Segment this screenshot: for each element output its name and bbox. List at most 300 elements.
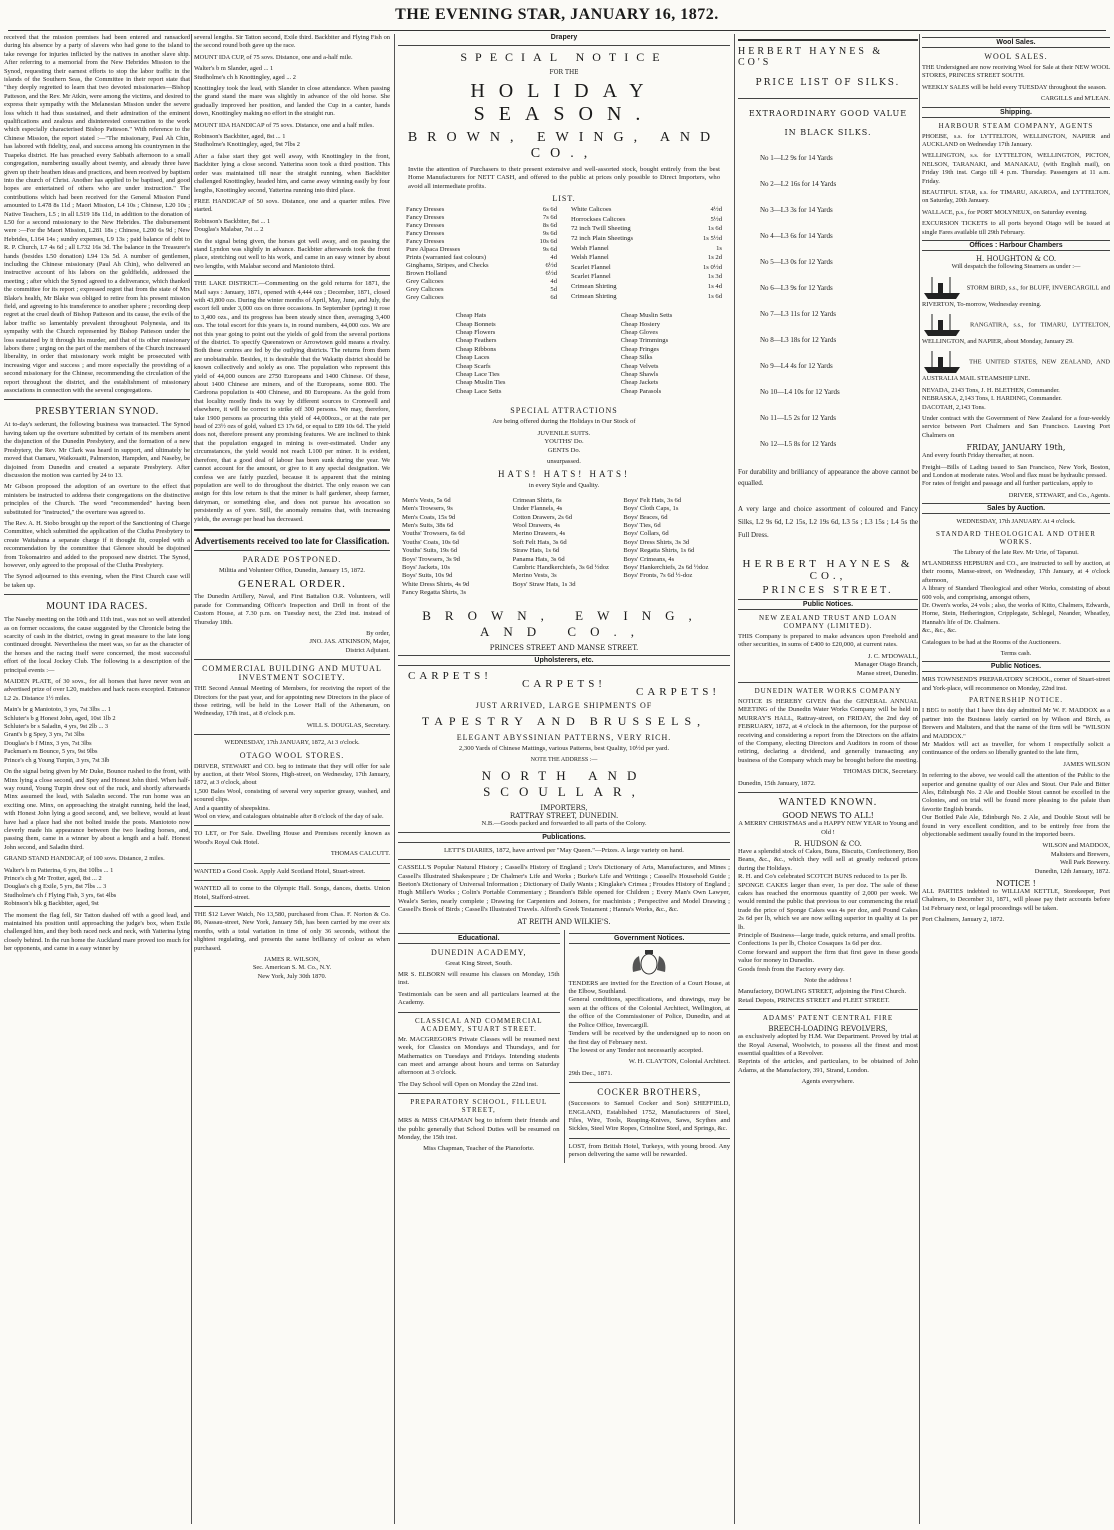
partnership: PARTNERSHIP NOTICE. [969, 696, 1063, 705]
wilson-maddox: WILSON and MADDOX, Maltsters and Brewers, Well Park Brewery. Dunedin, 12th January, 1872. [1034, 842, 1110, 875]
price-row [569, 283, 724, 293]
price-list-silks: PRICE LIST OF SILKS. [755, 78, 901, 88]
order-sign: By order, JNO. JAS. ATKINSON, Major, District Adjutant. [309, 629, 390, 654]
silk-item: No 11—L5 2s for 12 Yards [760, 414, 836, 422]
cup-text: Knottingley took the lead, with Slander in close attendance. When passing the grand stand the mare was slightly in advance of the old horse. She gradually improved her position, and landed the Cup in a canter, hands down, Knottingley making no effort in the straight run. [194, 85, 390, 118]
divider [194, 659, 390, 660]
item-price: 1s [716, 244, 722, 252]
cheap-item: Cheap Silks [620, 354, 653, 362]
clothing-item: Boys' Trowsers, 3s 9d [402, 555, 460, 563]
cheap-list [398, 312, 730, 396]
extraordinary: EXTRAORDINARY GOOD VALUE [748, 109, 908, 118]
free-heading: FREE HANDICAP of 50 sovs. Distance, one and a quarter miles. Five started. [194, 197, 390, 214]
cheap-item: Cheap Parasols [620, 387, 662, 395]
clothing-item: Youths' Suits, 19s 6d [402, 547, 458, 555]
juvenile: JUVENILE SUITS. YOUTHS' Do. GENTS Do. [537, 429, 591, 454]
cheap-item: Cheap Hats [455, 312, 487, 320]
item-name: Grey Calicoes [406, 278, 444, 286]
price-row [569, 216, 724, 226]
clothing-item: Boys' Collars, 6d [623, 530, 669, 538]
despatch: Will despatch the following Steamers as under :— [951, 263, 1081, 271]
divider [194, 863, 390, 864]
clothing-item: Wool Drawers, 4s [512, 521, 560, 529]
divider [398, 1012, 560, 1013]
cheap-item: Cheap Feathers [455, 337, 497, 345]
driver: DRIVER, STEWART, and Co., Agents. [1008, 491, 1110, 499]
divider [194, 880, 390, 881]
cheap-item: Cheap Scarfs [455, 362, 491, 370]
agents: Agents everywhere. [801, 1078, 855, 1086]
chinese-matting: 2,300 Yards of Chinese Mattings, various Patterns, best Quality, 10½d per yard. [458, 744, 670, 752]
wool-text: THE Undersigned are now receiving Wool for Sale at their NEW WOOL STORES, PRINCES STREET SOUTH. [922, 64, 1110, 80]
beautiful-star: BEAUTIFUL STAR, s.s. for TIMARU, AKAROA, and LYTTELTON, on Saturday, 20th January. [922, 189, 1110, 205]
merry-christmas: A MERRY CHRISTMAS and a HAPPY NEW YEAR to Young and Old ! [738, 820, 918, 836]
hudson: R. HUDSON & CO. [794, 839, 862, 848]
cheap-item: Cheap Ribbons [455, 345, 497, 353]
item-price: 1s 2d [707, 254, 722, 262]
shipping-heading: Shipping. [922, 107, 1110, 118]
synod-title: PRESBYTERIAN SYNOD. [35, 406, 159, 418]
silk-item: No 1—L2 9s for 14 Yards [760, 154, 833, 162]
price-row [404, 222, 559, 230]
price-row [569, 206, 724, 216]
divider [738, 98, 918, 99]
watch-sign: JAMES R. WILSON, Sec. American S. M. Co., N.Y. New York, July 30th 1870. [252, 955, 332, 980]
handicap-text: After a false start they got well away, with Knottingley in the front, Backbiter lying a close second. Yatterina soon took a third position. This order was maintained till near the straight running, when Backbiter challenged Knottingley, headed him, and came away winning easily by four lengths, Knottingley second, Yatterina running into third place. [194, 152, 390, 194]
rangatira-ad [922, 312, 1110, 346]
item-name: Ginghams, Stripes, and Checks [406, 262, 489, 270]
steamship-icon [922, 349, 962, 375]
divider [4, 594, 190, 595]
price-row [404, 294, 559, 302]
clayton: W. H. CLAYTON, Colonial Architect. [628, 1058, 730, 1066]
silk-item: No 10—L4 10s for 12 Yards [760, 388, 840, 396]
item-name: White Calicoes [571, 206, 612, 214]
testimonials: Testimonials can be seen and all particulars learned at the Academy. [398, 990, 560, 1007]
public-notices-heading: Public Notices. [738, 599, 918, 610]
special-attractions: SPECIAL ATTRACTIONS [510, 406, 618, 416]
wellington: WELLINGTON, s.s. for LYTTELTON, WELLINGTON, PICTON, NELSON, TARANAKI, and MANAKAU, (with English mail), on Friday 19th inst. Cargo till 4 p.m. Thursday. Passengers at 11 a.m. Friday. [922, 152, 1110, 185]
silk-item: No 6—L3 9s for 12 Yards [760, 284, 833, 292]
offered: Are being offered during the Holidays in Our Stock of [492, 418, 636, 426]
item-price: 6½d [545, 270, 557, 278]
silk-item: No 12—L5 8s for 12 Yards [760, 440, 837, 448]
friday: FRIDAY, JANUARY 19th, [966, 443, 1066, 453]
wool-title: OTAGO WOOL STORES. [239, 750, 345, 760]
item-name: Scarlet Flannel [571, 273, 611, 281]
every-fourth: And every fourth Friday thereafter, at noon. [922, 452, 1034, 460]
kettle: ALL PARTIES indebted to WILLIAM KETTLE, Storekeeper, Port Chalmers, to December 31, 1871, will please pay their accounts before 1st February next, or legal proceedings will be taken. [922, 888, 1110, 912]
clothing-item: Boys' Regatta Shirts, 1s 6d [623, 547, 695, 555]
every-style: in every Style and Quality. [528, 482, 600, 490]
divider [4, 399, 190, 400]
divider [738, 792, 918, 793]
water-text: NOTICE IS HEREBY GIVEN that the GENERAL ANNUAL MEETING of the Dunedin Water Works Company will be held in MURRAY'S HALL, Rattray-street, on FRIDAY, the 2nd day of FEBRUARY, 1872, at 4 o'clock in the afternoon, for the purpose of receiving and considering a report from the Directors on the affairs of the Company, electing Directors and Auditors in room of those retiring, declaring a dividend, and generally transacting any business of the Company which may be brought before the meeting. [738, 698, 918, 764]
terms: Terms cash. [1000, 650, 1032, 658]
synod-text-4: The Synod adjourned to this evening, when the First Church case will be taken up. [4, 573, 190, 589]
divider [738, 682, 918, 683]
hudson-text: Have a splendid stock of Cakes, Buns, Biscuits, Confectionery, Bon Beans, &c., &c., which they will sell at greatly reduced prices during the Holidays. R. H. and Co's celebrated SCOTCH BUNS reduced to 1s per lb. SPONGE CAKES larger than ever, 1s per doz. The sale of these cakes has reached the enormous quantity of 2,000 per week. We would remind the public that previous to our commencing the retail trade the price of Sponge Cakes was 4s per doz, and Pound Cakes 2s 6d per lb, which we are now selling superior in quality at 1s per lb. Principle of Business—large trade, quick returns, and small profits. Confections 1s per lb, Choice Cosaques 1s 6d per doz. Come forward and support the firm that first gave in these goods value for money in Dunedin. Goods fresh from the Factory every day. [738, 847, 918, 973]
cheap-item: Cheap Fringes [620, 345, 659, 353]
column-2 [194, 34, 390, 984]
column-1 [4, 34, 190, 957]
item-name: Grey Calicoes [406, 294, 444, 302]
hudson-address: Manufactory, DOWLING STREET, adjoining the First Church. Retail Depots, PRINCES STREET and FLEET STREET. [738, 988, 907, 1004]
list-heading: LIST. [552, 194, 576, 204]
clothing-item: Boys' Crimeans, 4s [623, 555, 675, 563]
item-price: 1s 6d [707, 225, 722, 233]
item-price: 9s 6d [542, 230, 557, 238]
clothing-item: Fancy Regatta Shirts, 3s [402, 589, 467, 597]
clothing-item: Boys' Suits, 10s 9d [402, 572, 453, 580]
races-text: The Naseby meeting on the 10th and 11th inst., was not so well attended as on former occasions, the cause suggested by the Chronicle being the scarcity of cash in the district, owing in great measure to the late long continued drought. Nevertheless the meet was, so far as the character of the horses and the racing itself were concerned, the most successful effort of the local Jockey Club. The following is a description of the principal events :— [4, 616, 190, 674]
prep-title: PREPARATORY SCHOOL, FILLEUL STREET, [410, 1098, 548, 1115]
item-name: Grey Calicoes [406, 286, 444, 294]
free-results: Robinson's Backbiter, 8st ... 1 Douglas's Malabar, 7st ... 2 [194, 217, 271, 234]
general-order: GENERAL ORDER. [238, 578, 346, 591]
library: The Library of the late Rev. Mr Urie, of Tapanui. [953, 548, 1079, 556]
clothing-item: Merino Drawers, 4s [512, 530, 566, 538]
divider [398, 45, 730, 46]
price-row [569, 225, 724, 235]
let-text: TO LET, or For Sale. Dwelling House and Premises recently known as Wood's Royal Oak Hotel. [194, 830, 390, 846]
item-name: Fancy Dresses [406, 222, 445, 230]
clothing-item: Cambric Handkerchiefs, 3s 6d ½doz [512, 563, 609, 571]
water-date: Dunedin, 15th January, 1872. [738, 779, 816, 787]
wanted-known: WANTED KNOWN. [778, 797, 878, 809]
item-price: 4½d [710, 206, 722, 214]
cheap-item: Cheap Hosiery [620, 320, 661, 328]
price-row [404, 270, 559, 278]
classical-title: CLASSICAL AND COMMERCIAL ACADEMY, STUART STREET. [414, 1016, 543, 1033]
hats: HATS! HATS! HATS! [497, 469, 630, 480]
divider [738, 1009, 918, 1010]
durability: For durability and brilliancy of appearance the above cannot be equalled. [738, 468, 918, 487]
educational-column [398, 930, 565, 1163]
cheap-item: Cheap Muslin Ties [455, 379, 506, 387]
price-row [404, 286, 559, 294]
standard: STANDARD THEOLOGICAL AND OTHER WORKS. [936, 529, 1096, 546]
item-name: Pure Alpaca Dresses [406, 246, 461, 254]
clothing-item: Merino Vests, 3s [512, 572, 557, 580]
mens-list-b [513, 497, 616, 598]
clothing-item: Youths' Coats, 10s 6d [402, 538, 459, 546]
parade-title: PARADE POSTPONED. [242, 554, 342, 564]
cup-heading: MOUNT IDA CUP, of 75 sovs. Distance, one and a-half mile. [194, 53, 353, 61]
cheap-item: Cheap Lace Setts [455, 387, 502, 395]
excursion: EXCURSION TICKETS to all ports beyond Otago will be issued at single Fares available till 29th February. [922, 220, 1110, 236]
clothing-item: Men's Coats, 15s 9d [402, 513, 456, 521]
item-price: 1s 6d [707, 292, 722, 300]
day-school: The Day School will Open on Monday the 22nd inst. [398, 1080, 538, 1088]
elegant: ELEGANT ABYSSINIAN PATTERNS, VERY RICH. [456, 732, 672, 742]
clayton-date: 29th Dec., 1871. [568, 1069, 613, 1077]
cocker-text: (Successors to Samuel Cocker and Son) SHEFFIELD, ENGLAND, Established 1752, Manufacturers of Steel, Files, Wire, Tools, Reaping-Knives, Saws, Scythes and Sickles, Steel Wire Ropes, Crinoline Steel, and Springs, &c. [568, 1100, 730, 1133]
handicap-results: Robinson's Backbiter, aged, 8st ... 1 Studholme's Knottingley, aged, 9st 7lbs 2 [194, 133, 301, 149]
clothing-item: Straw Hats, 1s 6d [512, 547, 560, 555]
academy-title: DUNEDIN ACADEMY, [431, 947, 527, 957]
commercial-text: THE Second Annual Meeting of Members, for receiving the report of the Directors for the past year, and for appointing new Directors in the place of those retiring, will be held in the Lower Hall of the Athenæum, on Wednesday, 17th inst., at 8 o'clock p.m. [194, 685, 390, 718]
cheap-item: Cheap Shawls [620, 371, 659, 379]
government-heading: Government Notices. [569, 933, 731, 944]
auction-heading: Sales by Auction. [922, 503, 1110, 514]
price-list-right [569, 206, 724, 302]
cheap-item: Cheap Bonnets [455, 320, 496, 328]
divider [398, 1093, 560, 1094]
clothing-item: Men's Trowsers, 9s [402, 505, 453, 513]
classical-text: Mr. MACGREGOR'S Private Classes will be resumed next week, for Classics on Mondays and Thursdays, and for Mathematics on Tuesdays and Fridays. Intending students can meet and arrange about hours and terms on Saturday afternoon at 3 o'clock. [398, 1035, 560, 1077]
races-title: MOUNT IDA RACES. [46, 601, 148, 613]
item-name: 72 inch Twill Sheeting [571, 225, 631, 233]
clothing-item: Panama Hats, 3s 6d [512, 555, 565, 563]
clothing-item: White Dress Shirts, 4s 9d [402, 580, 470, 588]
item-name: Scarlet Flannel [571, 263, 611, 271]
cocker-title: COCKER BROTHERS, [597, 1087, 702, 1098]
watch-text: THE $12 Lever Watch, No 13,580, purchased from Chas. F. Norton & Co. 86, Nassau-street, New York, January 5th, has been carried by me over six months, with a total variation in time of only 36 seconds, without the slightest regulating, and presents the same brilliancy of colour as when purchased. [194, 910, 390, 952]
nztl-title: NEW ZEALAND TRUST AND LOAN COMPANY (LIMITED). [759, 614, 897, 630]
note-address: NOTE THE ADDRESS :— [530, 757, 598, 763]
chapman: MRS & MISS CHAPMAN beg to inform their friends and the public generally that School Duties will be resumed on Monday, the 15th inst. [398, 1117, 560, 1141]
mission-article: received that the mission premises had been entered and ransacked during his absence by a party of slavers who had gone to the island to take revenge for injuries inflicted by the natives in another slave ship. After referring to a memorial from the New Hebrides Mission to the Synod, requesting their earnest efforts to stop the labor traffic in the islands of the Southern Seas, the Committee in their report state that "they deeply regretted to learn that two devoted missionaries—Bishop Patteson, and the Rev. Mr Atkin, were among the victims, and desired to express their sympathy with the Melanesian Mission under the severe loss which it had thus sustained, and their admiration of the eminent qualifications and zealous and disinterested consecration to the work which especially characterised Bishop Patteson." With reference to the Chinese Mission, the report stated :—"The missionary, Paul Ah Chin, has labored with fidelity, zeal, and success among his countrymen in the Tuapeka district. He has preached every Sabbath afternoon to a small congregation, numbering usually about twenty, and already three have given up their heathen ideas and practices, and been received by baptism into the church of Christ. Another has applied to be baptised, and good hopes are entertained of others who are under instruction." The contributions which had been received for the General Mission Fund amounted to L478 8s 11d ; Maori Mission, L4 10s ; Chinese, L20 10s ; Native Teachers, L5 ; in all L519 18s 11d, in addition to the donation of L50 for a second missionary to the New Hebrides. The disbursement were :—For the Maori Mission, L281 18s ; Chinese, L200 6s 9d ; New Hebrides, L164 14s ; sundry expenses, L9 13s ; paid balance of debt to R. P. Church, L7 4s 6d ; all L732 16s 3d. The balance in the Treasurer's hands (besides L50 donation) L94 13s 5d. A number of gentlemen, including the Chinese missionary (Paul Ah Chin), who delivered an instructive account of his labors on the goldfields, addressed the meeting ; after which the Synod agreed to a deliverance, which thanked the committee for its report ; expressed regret that from the state of Mrs Blake's health, Mr Blake was obliged to retire from his present mission field, and agreeing to his transference to another sphere ; recording deep regret at the cruel death of Bishop Patteson and its cause, the evils of the labor traffic so lamentably prevalent throughout Polynesia, and its sympathy with the Church represented by Bishop Patteson under the loss sustained by it through his murder, and that of its other missionary labors there ; urging on the part of the members of the Church increased liberality, in order that missionary work might be prosecuted with increasing vigor and success ; and more especially the providing of a second missionary for the Chinese, recommending the circulation of the report throughout the district, and the establishment of missionary associations in connection with the several congregations. [4, 34, 190, 395]
tenders: TENDERS are invited for the Erection of a Court House, at the Elbow, Southland. General conditions, specifications, and drawings, may be seen at the offices of the Colonial Architect, Wellington, at the office of the Commissioner of Police, Dunedin, and at the Police Office, Invercargill. Tenders will be received by the undersigned up to noon on the first day of February next. The lowest or any Tender not necessarily accepted. [568, 979, 730, 1054]
cheap-item: Cheap Trimmings [620, 337, 669, 345]
educational-heading: Educational. [398, 933, 560, 944]
item-price: 5d [550, 286, 557, 294]
royal-arms-icon [627, 948, 671, 978]
clothing-item: Boys' Dress Shirts, 3s 3d [623, 538, 690, 546]
grand-stand: GRAND STAND HANDICAP, of 100 sovs. Distance, 2 miles. [4, 855, 165, 863]
price-row [404, 254, 559, 262]
black-silks: IN BLACK SILKS. [784, 128, 872, 137]
olympic-text: WANTED all to come to the Olympic Hall. Songs, dances, duetts. Union Hotel, Stafford-street. [194, 885, 390, 901]
cheap-item: Cheap Gloves [620, 329, 658, 337]
for-the: FOR THE [549, 69, 579, 76]
carpets-row [398, 670, 730, 698]
mens-list-a [402, 497, 505, 598]
mens-list-c [623, 497, 726, 598]
good-news: GOOD NEWS TO ALL! [782, 811, 874, 821]
hepburn: M'LANDRESS HEPBURN and CO., are instructed to sell by auction, at their rooms, Manse-street, on Wednesday, 17th January, at 4 o'clock afternoon, A library of Standard Theological and other Works, consisting of about 600 vols, and comprising, amongst others, Dr. Owen's works, 24 vols ; also, the works of Kitto, Chalmers, Edwards, Horne, Stein, Hetherington, Cripplegate, Schlegel, Neander, Wheatley, Hannah's life of Dr. Chalmers. &c., &c., &c. [922, 560, 1110, 635]
column-divider [394, 34, 395, 1524]
carpets-3: CARPETS! [636, 685, 720, 698]
item-price: 6d [550, 294, 557, 302]
public-notices-heading: Public Notices. [922, 661, 1110, 672]
maiden-plate: MAIDEN PLATE, of 30 sovs., for all horses that have never won an advertised prize of over L20, matches and hack races excepted. Entrance L2 2s. Distance 1½ miles. [4, 678, 190, 702]
divider [569, 1082, 731, 1083]
item-price: 1s 5½d [702, 235, 722, 242]
item-price: 5½d [710, 215, 722, 223]
column-divider [734, 34, 735, 1524]
lake-title: THE LAKE DISTRICT. [194, 280, 259, 288]
clothing-item: Boys' Hankerchiefs, 2s 6d ½doz [623, 563, 709, 571]
grand-text: The moment the flag fell, Sir Tatton dashed off with a good lead, and maintained his position until approaching the judge's box, when Exile challenged him, and they both raced neck and neck, with Yatterina lying closely behind. In the run home the Auckland mare proved too much for her opponents, and came in a easy winner by [4, 911, 190, 953]
item-price: 6½d [545, 262, 557, 270]
cheap-list-left [456, 312, 506, 396]
adams-sub: BREECH-LOADING REVOLVERS, [768, 1025, 888, 1034]
let-sign: THOMAS CALCUTT. [330, 850, 390, 858]
importers: IMPORTERS, [540, 804, 588, 813]
cheap-item: Cheap Muslin Setts [620, 312, 673, 320]
item-name: Welsh Flannel [571, 254, 609, 262]
tapestry: TAPESTRY AND BRUSSELS, [421, 713, 707, 728]
divider [738, 39, 918, 41]
divider [194, 825, 390, 826]
commercial-sign: WILL S. DOUGLAS, Secretary. [306, 721, 390, 729]
james-wilson: JAMES WILSON [1063, 760, 1110, 768]
maiden-results: Main's br g Maniototo, 3 yrs, 7st 3lbs ... 1 Schluter's b g Honest John, aged, 10st 1lb 2 Schluter's br s Saladin, 4 yrs, 9st 2lb ... 3 Grant's b g Spey, 3 yrs, 7st 3lbs Douglas's b f Minx, 3 yrs, 7st 3lbs Packman's m Bounce, 5 yrs, 9st 9lbs Prince's ch g Young Turpin, 3 yrs, 7st 3lb [4, 706, 116, 764]
synod-text-2: Mr Gibson proposed the adoption of an overture to the effect that ministers be instructed to address their congregations on the distinctive principles of the Church. The word "recommended" having been substituted for "instructed," the overture was agreed to. [4, 483, 190, 516]
item-price: 8s 6d [542, 222, 557, 230]
column-4 [738, 34, 918, 1090]
us-mail: THE UNITED STATES, NEW ZEALAND, AND AUSTRALIA MAIL STEAMSHIP LINE. [922, 358, 1110, 383]
storm-bird: STORM BIRD, s.s., for BLUFF, INVERCARGILL and RIVERTON, To-morrow, Wednesday evening. [922, 283, 1110, 308]
item-name: Welsh Flannel [571, 244, 609, 252]
water-sign: THOMAS DICK, Secretary. [842, 768, 918, 776]
synod-text-3: The Rev. A. H. Stobo brought up the report of the Sanctioning of Charge Committee, which submitted the application of the Clutha Presbytery to create Waitahuna a separate charge if it thought fit, coupled with a recommendation by the committee that Glenore should be disjoined from Tokomairiro and added to the proposed new district. The Synod, however, only agreed to the proposal of the Clutha Presbytery. [4, 519, 190, 569]
cup-results: Walter's b m Slander, aged ... 1 Studholme's ch h Knottingley, aged ... 2 [194, 65, 296, 81]
item-name: 72 inch Plain Sheetings [571, 235, 634, 242]
government-column [569, 930, 731, 1163]
storm-bird-ad [922, 275, 1110, 309]
synod-text: At to-day's sederunt, the following business was transacted. The Synod having taken up the overture submitted by certain of its members anent the disjunction of the Dunedin Presbytery, and the formation of a new Presbytery, the Rev. Mr Clark was heard in support, and ultimately he moved that Oamaru, Waikouaiti, Palmerston, Hampden, and Naseby, be disjoined from Dunedin and created a separate Presbytery. After discussion the motion was carried by 24 to 13. [4, 421, 190, 479]
cheap-list-right [621, 312, 673, 396]
wool-text: DRIVER, STEWART and CO. beg to intimate that they will offer for sale by auction, at their Wool Stores, High-street, on Wednesday, 17th January, 1872, at 3 o'clock, about 1,500 Bales Wool, consisting of several very superior greasy, washed, and scoured clips. And a quantity of sheepskins. Wool on view, and catalogues obtainable after 8 o'clock of the day of sale. [194, 762, 390, 821]
silk-item: No 3—L3 3s for 14 Yards [760, 206, 833, 214]
wallace: WALLACE, p.s., for PORT MOLYNEUX, on Saturday evening. [922, 208, 1088, 216]
princes-street: PRINCES STREET. [762, 586, 894, 596]
kettle-date: Port Chalmers, January 2, 1872. [922, 916, 1005, 924]
chapman-sign: Miss Chapman, Teacher of the Pianoforte. [423, 1145, 535, 1153]
weekly: WEEKLY SALES will be held every TUESDAY throughout the season. [922, 83, 1107, 91]
cheap-item: Cheap Velvets [620, 362, 659, 370]
clothing-item: Boys' Straw Hats, 1s 3d [512, 580, 576, 588]
lost-turkeys: LOST, from British Hotel, Turkeys, with young brood. Any person delivering the same will be rewarded. [568, 1142, 730, 1159]
item-name: Fancy Dresses [406, 214, 445, 222]
clothing-item: Soft Felt Hats, 3s 6d [512, 538, 567, 546]
price-row [569, 254, 724, 264]
column-divider [919, 34, 920, 1524]
silk-item: No 9—L4 4s for 12 Yards [760, 362, 833, 370]
reith-wilkie: AT REITH AND WILKIE'S. [517, 917, 611, 926]
silk-item: No 5—L3 0s for 12 Yards [760, 258, 833, 266]
silk-item: No 8—L3 18s for 12 Yards [760, 336, 837, 344]
cheap-item: Cheap Laces [455, 354, 490, 362]
cassell-list: CASSELL'S Popular Natural History ; Cassell's History of England ; Ure's Dictionary of Arts, Manufactures, and Mines ; Cassell's Illustrated Shakespeare ; Dr Chalmer's Life and Works ; Burke's Life and Writings ; Cassell's Household Guide ; Beeton's Dictionary of Universal Information ; Dictionary of Daily Wants ; Kinglake's Crimea ; Froudes History of England ; Hugh Miller's Works ; Colin's Portable Commentary ; Brandon's Bible opened for Children ; Every Man's Own Lawyer, Weale's Series, nearly complete ; Drawing for Carpenters and Joiners, for machinists ; Perspective and Model Drawing ; Cassell's Book of Birds ; Cassell's Illustrated Travels. Alford's Greek Testament ; Hanna's Works, &c., &c. [398, 864, 730, 914]
note-address: Note the address ! [804, 977, 852, 984]
clothing-item: Under Flannels, 4s [512, 505, 563, 513]
nb-note: N.B.—Goods packed and forwarded to all parts of the Colony. [481, 820, 647, 828]
carpets-1: CARPETS! [408, 669, 492, 682]
price-list-left [404, 206, 559, 302]
us-mail-ad [922, 349, 1110, 383]
item-price: 7s 6d [542, 214, 557, 222]
clothing-item: Boys' Jackets, 10s [402, 563, 450, 571]
column-5 [922, 34, 1110, 928]
carpets-2: CARPETS! [522, 677, 606, 690]
column-3 [398, 34, 730, 1163]
price-row [569, 293, 724, 303]
edu-gov-section [398, 930, 730, 1163]
price-row [569, 264, 724, 274]
upholsterers-heading: Upholsterers, etc. [398, 655, 730, 666]
silk-item: No 7—L3 11s for 12 Yards [760, 310, 836, 318]
nevada: NEVADA, 2143 Tons, J. H. BLETHEN, Commander. NEBRASKA, 2,143 Tons, I. HARDING, Commander. DACOTAH, 2,143 Tons. [922, 386, 1062, 411]
hh-title: HERBERT HAYNES & CO'S [738, 46, 884, 68]
clothing-item: Crimean Shirts, 6s [512, 496, 562, 504]
item-price: 10s 6d [539, 238, 557, 246]
clothing-item: Men's Suits, 38s 6d [402, 521, 454, 529]
price-row [569, 245, 724, 255]
free-text: On the signal being given, the horses got well away, and on passing the stand Lyndon was slightly in advance. Backbiter afterwards took the front place, stretching out well to his work, and came in an easy winner by about two lengths, with Malabar second and Maniototo third. [194, 237, 390, 270]
divider [194, 550, 390, 551]
price-row [404, 262, 559, 270]
price-row [404, 214, 559, 222]
elborn: MR S. ELBORN will resume his classes on Monday, 15th inst. [398, 971, 560, 987]
item-name: Fancy Dresses [406, 238, 445, 246]
clothing-item: Boys' Ties, 6d [623, 521, 661, 529]
divider [194, 275, 390, 276]
rattray-street: RATTRAY STREET, DUNEDIN. [509, 812, 619, 821]
price-row [404, 246, 559, 254]
holiday-season: HOLIDAY SEASON. [470, 80, 658, 125]
clothing-item: Boys' Felt Hats, 3s 6d [623, 496, 682, 504]
cheap-item: Cheap Jackets [620, 379, 659, 387]
special-notice: SPECIAL NOTICE [460, 50, 668, 64]
silk-item: No 2—L2 16s for 14 Yards [760, 180, 837, 188]
wool-sales: WOOL SALES. [984, 52, 1048, 61]
clothing-item: Boys' Fronts, 7s 6d ½-doz [623, 572, 693, 580]
catalogues: Catalogues to be had at the Rooms of the Auctioneers. [922, 638, 1061, 646]
steamship-icon [922, 275, 962, 301]
clothing-item: Boys' Braces, 6d [623, 513, 668, 521]
publications-heading: Publications. [398, 832, 730, 843]
bec-name-2: BROWN, EWING, AND CO., [422, 607, 706, 639]
item-price: 1s 3d [707, 273, 722, 281]
price-row [569, 273, 724, 283]
item-price: 9s 6d [542, 246, 557, 254]
houghton: H. HOUGHTON & CO. [975, 255, 1057, 264]
phoebe: PHOEBE, s.s. for LYTTELTON, WELLINGTON, NAPIER and AUCKLAND on Wednesday 17th January. [922, 132, 1110, 149]
item-name: Fancy Dresses [406, 230, 445, 238]
auction-date: WEDNESDAY, 17th JANUARY. At 4 o'clock. [956, 518, 1076, 526]
price-row [404, 278, 559, 286]
academy-sub: Great King Street, South. [445, 959, 513, 967]
price-row [569, 235, 724, 245]
price-row [404, 206, 559, 214]
hh-name-2: HERBERT HAYNES & CO., [742, 558, 914, 582]
lake-text: —Commenting on the gold returns for 1871, the Mail says : January, 1871, opened with 4,444 ozs ; December, 1871, closed with 43,800 ozs. During the winter months of April, May, June, and July, the escort fell under 3,000 ozs on three occasions. In September (spring) it rose to 3,400 ozs., and its progress has been steady since then, averaging 3,400 ozs. The total escort for this years is, in round numbers, 44,000 ozs. We are not this year going to point out the yields of gold from the several portions of the district. To specify Queenstown or Arrowtown gold means a rivalry. Both these centres are fed by the outlying districts. The returns from them are unobtainable. Besides, it is desirable that the Wakatip district should be known collectively and solely as one. The population who represent this yield of 44,000 ounces are 2750 Europeans and 1400 Chinese. Of these, about 1400 Chinese are miners, and of the Europeans, some 800. The Cardrona population is 400 Chinese, and 80 Europeans. As the gold from that locality mostly finds its way by different sources to Cromwell and elsewhere, it will be correct to strike off 300 persons. We may, therefore, take 1900 persons as procuring this yield of 44,000ozs., or at the rate per head of 23½ ozs of gold, valued £3 17s 6d, or equal to £89 10s 6d. The yield does not, therefore present any promising features. We are inclined to think that the population engaged in mining is over-estimated. Under any circumstances, the yield would not reach L100 per miner. It is evident, therefore, that a good deal of labour has been sunk during the year. We cannot account for the amount, or give to it any special designation. We confess we are fairly puzzled, because it is apparent that the mining population are well to do throughout the district. The only reason we can assign for this low return is that the miner is half gardener, sheep farmer, dairyman, or something else, and does not pursue his avocation so persistently as of yore. Still, the anomaly remains that, with increasing yields, the average per head has decreased. [194, 280, 390, 523]
column-divider [191, 34, 192, 1524]
adams-text: as exclusively adopted by H.M. War Department. Proved by trial at the Royal Arsenal, Woolwich, to possess all the finest and most essential qualities of a Revolver. Reprints of the articles, and particulars, to be obtained of John Adams, at the Manufactory, 391, Strand, London. [738, 1033, 918, 1074]
nztl-sign: J. C. M'DOWALL, Manager Otago Branch, Manse street, Dunedin. [854, 652, 918, 677]
cheap-item: Cheap Lace Ties [455, 371, 500, 379]
drapery-heading: Drapery [550, 34, 578, 41]
race-text: several lengths. Sir Tatton second, Exile third. Backbiter and Flying Fish on the second round both gave up the race. [194, 34, 390, 50]
item-name: Brown Holland [406, 270, 447, 278]
divider [398, 859, 730, 860]
wool-sales-heading: Wool Sales. [922, 37, 1110, 48]
divider [569, 1138, 731, 1139]
item-name: Crimean Shirting [571, 282, 617, 290]
wool-date: WEDNESDAY, 17th JANUARY, 1872, At 3 o'clock. [224, 739, 360, 747]
silk-item: No 4—L3 6s for 14 Yards [760, 232, 833, 240]
townsend: MRS TOWNSEND'S PREPARATORY SCHOOL, corner of Stuart-street and York-place, will recommence on Monday, 22nd inst. [922, 676, 1110, 692]
partner-text: I BEG to notify that I have this day admitted Mr W. F. MADDOX as a partner into the Business lately carried on by Wilson and Birch, as Brewers and Maltsters, and that the name of the firm will be "WILSON and MADDOX." Mr Maddox will act as traveller, for whom I respectfully solicit a continuance of the orders so liberally granted to the late firm, [922, 707, 1110, 757]
item-name: Crimean Shirting [571, 292, 617, 300]
unsurpassed: unsurpassed. [547, 457, 581, 465]
handicap-heading: MOUNT IDA HANDICAP of 75 sovs. Distance, one and a half miles. [194, 121, 374, 129]
fancy-silks: A very large and choice assortment of coloured and Fancy Silks, L2 9s 6d, L2 15s, L2 19s 6d, L3 5s ; L3 15s ; L4 5s the Full Dress. [738, 505, 918, 539]
